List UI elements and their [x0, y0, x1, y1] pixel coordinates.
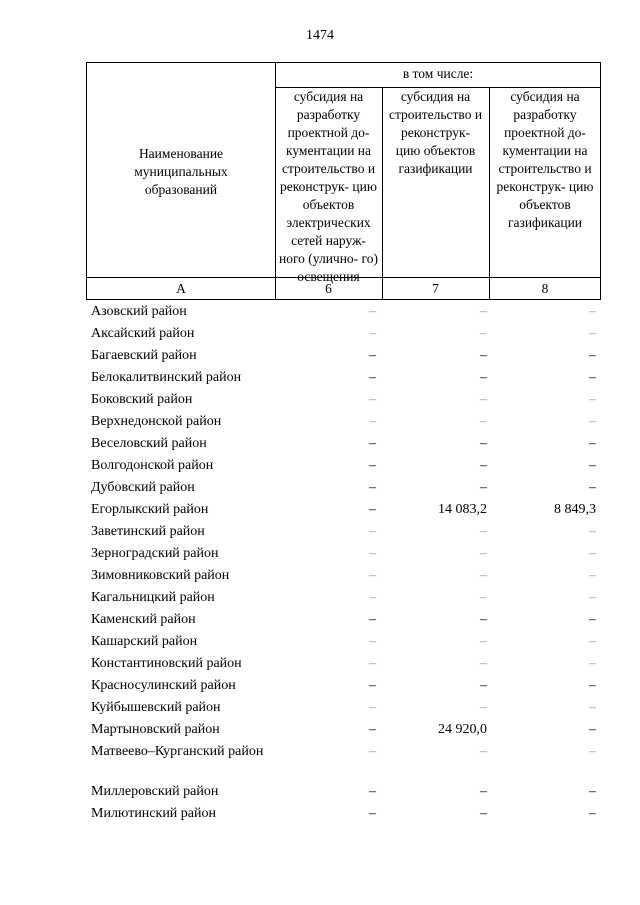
page-number: 1474: [306, 28, 334, 43]
cell-col6: –: [369, 678, 376, 693]
cell-col8: –: [589, 524, 596, 539]
cell-col6: –: [369, 502, 376, 517]
cell-col8: –: [589, 744, 596, 759]
table-row: [86, 477, 601, 499]
row-name: Азовский район: [91, 304, 187, 319]
cell-col7: –: [480, 392, 487, 407]
cell-col6: –: [369, 590, 376, 605]
cell-col6: –: [369, 634, 376, 649]
cell-col6: –: [369, 546, 376, 561]
table-row: [86, 389, 601, 411]
table-row: [86, 741, 601, 781]
cell-col8: –: [589, 392, 596, 407]
cell-col6: –: [369, 568, 376, 583]
row-name: Каменский район: [91, 612, 196, 627]
column-7-title: субсидия на строительство и реконструк- цию объектов газификации: [388, 89, 483, 176]
cell-col8: –: [589, 414, 596, 429]
row-name: Дубовский район: [91, 480, 195, 495]
table-row: [86, 781, 601, 803]
cell-col6: –: [369, 304, 376, 319]
cell-col7: –: [480, 806, 487, 821]
index-7: 7: [432, 281, 439, 296]
cell-col7: –: [480, 634, 487, 649]
row-name: Матвеево–Курганский район: [91, 744, 264, 759]
row-name: Багаевский район: [91, 348, 197, 363]
column-8-title: субсидия на разработку проектной до- кументации на строительство и реконструк- цию объектов газификации: [496, 89, 594, 230]
table-row: [86, 631, 601, 653]
row-name: Веселовский район: [91, 436, 207, 451]
cell-col6: –: [369, 656, 376, 671]
row-name: Боковский район: [91, 392, 193, 407]
table-row: [86, 675, 601, 697]
cell-col8: –: [589, 722, 596, 737]
row-name: Миллеровский район: [91, 784, 219, 799]
cell-col7: –: [480, 524, 487, 539]
cell-col6: –: [369, 436, 376, 451]
table-row: [86, 345, 601, 367]
cell-col6: –: [369, 784, 376, 799]
cell-col8: –: [589, 436, 596, 451]
index-a: А: [176, 281, 186, 296]
cell-col8: –: [589, 612, 596, 627]
cell-col6: –: [369, 700, 376, 715]
cell-col8: –: [589, 546, 596, 561]
column-6-title: субсидия на разработку проектной до- кументации на строительство и реконструк- цию объектов электрических сетей наруж- ного (улично- го) освещения: [279, 89, 378, 284]
cell-col8: –: [589, 634, 596, 649]
table-row: [86, 565, 601, 587]
cell-col8: –: [589, 784, 596, 799]
row-name: Верхнедонской район: [91, 414, 222, 429]
row-name: Зерноградский район: [91, 546, 219, 561]
row-name: Белокалитвинский район: [91, 370, 242, 385]
cell-col6: –: [369, 722, 376, 737]
cell-col8: –: [589, 656, 596, 671]
cell-col7: –: [480, 458, 487, 473]
cell-col7: 24 920,0: [438, 722, 487, 737]
table-row: [86, 301, 601, 323]
table-header: [86, 62, 601, 300]
cell-col6: –: [369, 612, 376, 627]
row-name: Милютинский район: [91, 806, 217, 821]
cell-col8: –: [589, 326, 596, 341]
cell-col7: –: [480, 590, 487, 605]
table-row: [86, 433, 601, 455]
cell-col8: –: [589, 458, 596, 473]
cell-col8: –: [589, 568, 596, 583]
cell-col7: –: [480, 700, 487, 715]
cell-col8: –: [589, 480, 596, 495]
row-name: Заветинский район: [91, 524, 205, 539]
cell-col7: 14 083,2: [438, 502, 487, 517]
cell-col8: –: [589, 700, 596, 715]
cell-col7: –: [480, 546, 487, 561]
cell-col6: –: [369, 744, 376, 759]
cell-col7: –: [480, 612, 487, 627]
table-row: [86, 521, 601, 543]
cell-col6: –: [369, 348, 376, 363]
row-name: Зимовниковский район: [91, 568, 230, 583]
cell-col8: –: [589, 304, 596, 319]
table-row: [86, 543, 601, 565]
column-a-title: Наименование муниципальных образований: [134, 146, 228, 197]
cell-col6: –: [369, 326, 376, 341]
cell-col8: –: [589, 348, 596, 363]
table-row: [86, 323, 601, 345]
cell-col7: –: [480, 678, 487, 693]
cell-col6: –: [369, 392, 376, 407]
table-row: [86, 697, 601, 719]
cell-col6: –: [369, 414, 376, 429]
cell-col7: –: [480, 304, 487, 319]
cell-col7: –: [480, 414, 487, 429]
cell-col8: –: [589, 590, 596, 605]
cell-col7: –: [480, 348, 487, 363]
table-row: [86, 803, 601, 825]
cell-col7: –: [480, 436, 487, 451]
table-row: [86, 499, 601, 521]
row-name: Константиновский район: [91, 656, 242, 671]
cell-col8: 8 849,3: [554, 502, 596, 517]
table-row: [86, 455, 601, 477]
cell-col6: –: [369, 480, 376, 495]
table-row: [86, 367, 601, 389]
cell-col8: –: [589, 678, 596, 693]
cell-col7: –: [480, 744, 487, 759]
table-body: [86, 301, 601, 825]
cell-col7: –: [480, 326, 487, 341]
cell-col6: –: [369, 458, 376, 473]
row-name: Мартыновский район: [91, 722, 220, 737]
index-8: 8: [541, 281, 549, 296]
cell-col7: –: [480, 370, 487, 385]
row-name: Красносулинский район: [91, 678, 236, 693]
cell-col7: –: [480, 480, 487, 495]
cell-col7: –: [480, 656, 487, 671]
table-row: [86, 609, 601, 631]
row-name: Кагальницкий район: [91, 590, 215, 605]
cell-col7: –: [480, 568, 487, 583]
row-name: Волгодонской район: [91, 458, 214, 473]
row-name: Кашарский район: [91, 634, 198, 649]
table-row: [86, 719, 601, 741]
table-row: [86, 653, 601, 675]
row-name: Куйбышевский район: [91, 700, 221, 715]
cell-col6: –: [369, 370, 376, 385]
table-row: [86, 411, 601, 433]
row-name: Аксайский район: [91, 326, 195, 341]
cell-col8: –: [589, 806, 596, 821]
group-title: в том числе:: [402, 66, 474, 81]
cell-col6: –: [369, 524, 376, 539]
row-name: Егорлыкский район: [91, 502, 209, 517]
table-row: [86, 587, 601, 609]
cell-col7: –: [480, 784, 487, 799]
cell-col6: –: [369, 806, 376, 821]
index-6: 6: [325, 281, 332, 296]
cell-col8: –: [589, 370, 596, 385]
